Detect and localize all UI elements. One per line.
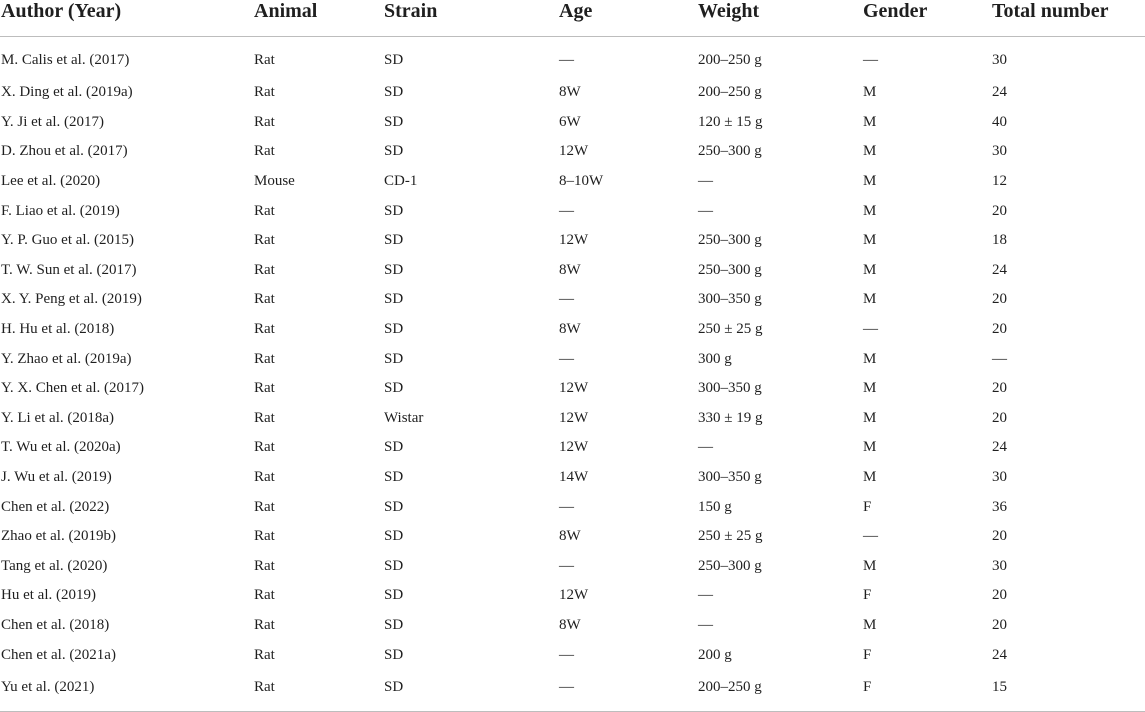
cell-weight: 300–350 g [698, 291, 762, 308]
cell-gender: F [863, 670, 992, 712]
cell-animal: Rat [254, 646, 275, 663]
table-row [0, 552, 1145, 582]
table-row [0, 285, 1145, 315]
cell-animal: Rat [254, 616, 275, 633]
cell-author-year: Y. Ji et al. (2017) [1, 113, 105, 130]
cell-age: 8W [559, 321, 581, 338]
cell-weight: 250–300 g [698, 261, 762, 278]
cell-age: 8W [559, 528, 581, 545]
cell-weight: 250 ± 25 g [698, 321, 763, 338]
cell-age: — [559, 202, 574, 219]
cell-gender: M [863, 113, 877, 130]
cell-author-year: Hu et al. (2019) [1, 587, 96, 604]
cell-weight: 250–300 g [698, 557, 762, 574]
cell-author-year: Tang et al. (2020) [1, 557, 108, 574]
cell-gender: M [863, 232, 877, 249]
cell-strain: SD [384, 587, 404, 604]
cell-total-number: 20 [992, 528, 1007, 545]
cell-age: — [559, 291, 574, 308]
cell-weight: 330 ± 19 g [698, 409, 763, 426]
table-row [0, 374, 1145, 404]
cell-author-year: Chen et al. (2022) [1, 498, 110, 515]
cell-strain: SD [384, 498, 404, 515]
table-row [0, 640, 1145, 670]
table-row [0, 344, 1145, 374]
cell-weight: 200 g [698, 646, 732, 663]
cell-strain: SD [384, 52, 404, 68]
header-total-number: Total number [992, 0, 1145, 37]
cell-total-number: 12 [992, 173, 1007, 190]
cell-gender: M [863, 84, 877, 101]
table-row [0, 226, 1145, 256]
table-row [0, 37, 1145, 79]
cell-author-year: Chen et al. (2021a) [1, 646, 116, 663]
cell-author-year: Y. Zhao et al. (2019a) [1, 350, 132, 367]
cell-total-number: 15 [992, 670, 1145, 712]
cell-animal: Rat [254, 291, 275, 308]
table-row [0, 670, 1145, 712]
table-row [0, 196, 1145, 226]
table-row [0, 581, 1145, 611]
header-strain: Strain [384, 0, 559, 37]
header-weight: Weight [698, 0, 863, 37]
table-row [0, 522, 1145, 552]
cell-age: 12W [559, 439, 589, 456]
cell-animal: Rat [254, 232, 275, 249]
cell-animal: Rat [254, 84, 275, 101]
cell-strain: Wistar [384, 409, 424, 426]
cell-gender: M [863, 261, 877, 278]
cell-author-year: X. Y. Peng et al. (2019) [1, 291, 142, 308]
cell-strain: SD [384, 143, 404, 160]
cell-author-year: Chen et al. (2018) [1, 616, 110, 633]
cell-strain: CD-1 [384, 173, 418, 190]
cell-author-year: Y. X. Chen et al. (2017) [1, 380, 145, 397]
cell-age: 12W [559, 143, 589, 160]
cell-animal: Rat [254, 557, 275, 574]
cell-gender: — [863, 528, 878, 545]
cell-weight: 300 g [698, 350, 732, 367]
cell-gender: — [863, 52, 878, 68]
cell-total-number: 30 [992, 557, 1007, 574]
header-age: Age [559, 0, 698, 37]
cell-strain: SD [384, 439, 404, 456]
cell-strain: SD [384, 616, 404, 633]
cell-age: — [559, 350, 574, 367]
cell-strain: SD [384, 350, 404, 367]
cell-age: 12W [559, 232, 589, 249]
table-row [0, 167, 1145, 197]
cell-animal: Rat [254, 380, 275, 397]
cell-weight: — [698, 587, 713, 604]
cell-age: — [559, 646, 574, 663]
cell-weight: — [698, 173, 713, 190]
cell-author-year: T. W. Sun et al. (2017) [1, 261, 137, 278]
cell-gender: M [863, 469, 877, 486]
cell-age: 8–10W [559, 173, 604, 190]
cell-gender: F [863, 646, 872, 663]
cell-weight: — [698, 616, 713, 633]
cell-author-year: X. Ding et al. (2019a) [1, 84, 133, 101]
cell-weight: 250 ± 25 g [698, 528, 763, 545]
cell-age: — [559, 52, 574, 68]
table-body [0, 37, 1145, 712]
cell-total-number: 20 [992, 321, 1007, 338]
cell-total-number: 24 [992, 646, 1007, 663]
cell-total-number: 36 [992, 498, 1007, 515]
cell-age: 8W [559, 261, 581, 278]
cell-animal: Rat [254, 52, 275, 68]
table-row [0, 137, 1145, 167]
table-row [0, 433, 1145, 463]
table-row [0, 78, 1145, 108]
cell-weight: — [698, 202, 713, 219]
cell-strain: SD [384, 232, 404, 249]
cell-strain: SD [384, 321, 404, 338]
table-row [0, 315, 1145, 345]
cell-gender: M [863, 291, 877, 308]
cell-gender: M [863, 173, 877, 190]
cell-strain: SD [384, 670, 559, 712]
cell-total-number: 40 [992, 113, 1007, 130]
cell-strain: SD [384, 113, 404, 130]
cell-total-number: 24 [992, 439, 1007, 456]
cell-animal: Rat [254, 113, 275, 130]
cell-gender: F [863, 498, 872, 515]
cell-strain: SD [384, 380, 404, 397]
cell-animal: Rat [254, 143, 275, 160]
cell-total-number: 20 [992, 291, 1007, 308]
cell-weight: 150 g [698, 498, 732, 515]
cell-total-number: 30 [992, 469, 1007, 486]
cell-weight: 300–350 g [698, 469, 762, 486]
cell-total-number: 24 [992, 84, 1007, 101]
table-row [0, 108, 1145, 138]
cell-author-year: M. Calis et al. (2017) [1, 52, 130, 68]
cell-animal: Rat [254, 528, 275, 545]
cell-strain: SD [384, 291, 404, 308]
cell-author-year: Zhao et al. (2019b) [1, 528, 116, 545]
cell-weight: 200–250 g [698, 84, 762, 101]
cell-gender: M [863, 439, 877, 456]
header-gender: Gender [863, 0, 992, 37]
cell-strain: SD [384, 646, 404, 663]
cell-age: 12W [559, 380, 589, 397]
cell-author-year: T. Wu et al. (2020a) [1, 439, 121, 456]
cell-strain: SD [384, 84, 404, 101]
cell-total-number: 18 [992, 232, 1007, 249]
cell-animal: Mouse [254, 173, 295, 190]
cell-animal: Rat [254, 587, 275, 604]
cell-age: — [559, 498, 574, 515]
cell-strain: SD [384, 261, 404, 278]
cell-total-number: 30 [992, 52, 1007, 68]
cell-gender: M [863, 350, 877, 367]
cell-animal: Rat [254, 439, 275, 456]
header-row [0, 0, 1145, 37]
cell-age: 8W [559, 616, 581, 633]
cell-gender: M [863, 616, 877, 633]
cell-author-year: F. Liao et al. (2019) [1, 202, 120, 219]
cell-author-year: D. Zhou et al. (2017) [1, 143, 128, 160]
cell-animal: Rat [254, 321, 275, 338]
cell-gender: M [863, 143, 877, 160]
cell-strain: SD [384, 557, 404, 574]
cell-strain: SD [384, 202, 404, 219]
cell-age: 12W [559, 409, 589, 426]
cell-age: — [559, 670, 698, 712]
cell-weight: — [698, 439, 713, 456]
cell-weight: 250–300 g [698, 232, 762, 249]
cell-total-number: 20 [992, 380, 1007, 397]
cell-total-number: 20 [992, 409, 1007, 426]
cell-weight: 250–300 g [698, 143, 762, 160]
cell-strain: SD [384, 469, 404, 486]
cell-age: 6W [559, 113, 581, 130]
cell-weight: 300–350 g [698, 380, 762, 397]
cell-age: 12W [559, 587, 589, 604]
table-row [0, 611, 1145, 641]
cell-total-number: 20 [992, 202, 1007, 219]
cell-author-year: Y. Li et al. (2018a) [1, 409, 115, 426]
cell-animal: Rat [254, 469, 275, 486]
cell-animal: Rat [254, 202, 275, 219]
cell-age: — [559, 557, 574, 574]
cell-total-number: 20 [992, 616, 1007, 633]
cell-author-year: Lee et al. (2020) [1, 173, 101, 190]
cell-total-number: 30 [992, 143, 1007, 160]
cell-author-year: J. Wu et al. (2019) [1, 469, 112, 486]
cell-weight: 200–250 g [698, 52, 762, 68]
table-row [0, 463, 1145, 493]
table-row [0, 256, 1145, 286]
table-row [0, 404, 1145, 434]
cell-author-year: H. Hu et al. (2018) [1, 321, 115, 338]
header-animal: Animal [254, 0, 384, 37]
cell-animal: Rat [254, 350, 275, 367]
cell-author-year: Y. P. Guo et al. (2015) [1, 232, 135, 249]
cell-weight: 120 ± 15 g [698, 113, 763, 130]
table-header [0, 0, 1145, 37]
cell-gender: M [863, 557, 877, 574]
cell-animal: Rat [254, 670, 384, 712]
table-row [0, 492, 1145, 522]
cell-strain: SD [384, 528, 404, 545]
cell-age: 14W [559, 469, 589, 486]
cell-total-number: 24 [992, 261, 1007, 278]
cell-animal: Rat [254, 498, 275, 515]
cell-gender: M [863, 409, 877, 426]
cell-weight: 200–250 g [698, 670, 863, 712]
cell-gender: M [863, 202, 877, 219]
cell-gender: — [863, 321, 878, 338]
cell-animal: Rat [254, 409, 275, 426]
cell-author-year: Yu et al. (2021) [0, 670, 254, 712]
cell-animal: Rat [254, 261, 275, 278]
cell-age: 8W [559, 84, 581, 101]
cell-gender: M [863, 380, 877, 397]
header-author-year: Author (Year) [0, 0, 254, 37]
cell-total-number: — [992, 350, 1007, 367]
cell-gender: F [863, 587, 872, 604]
cell-total-number: 20 [992, 587, 1007, 604]
